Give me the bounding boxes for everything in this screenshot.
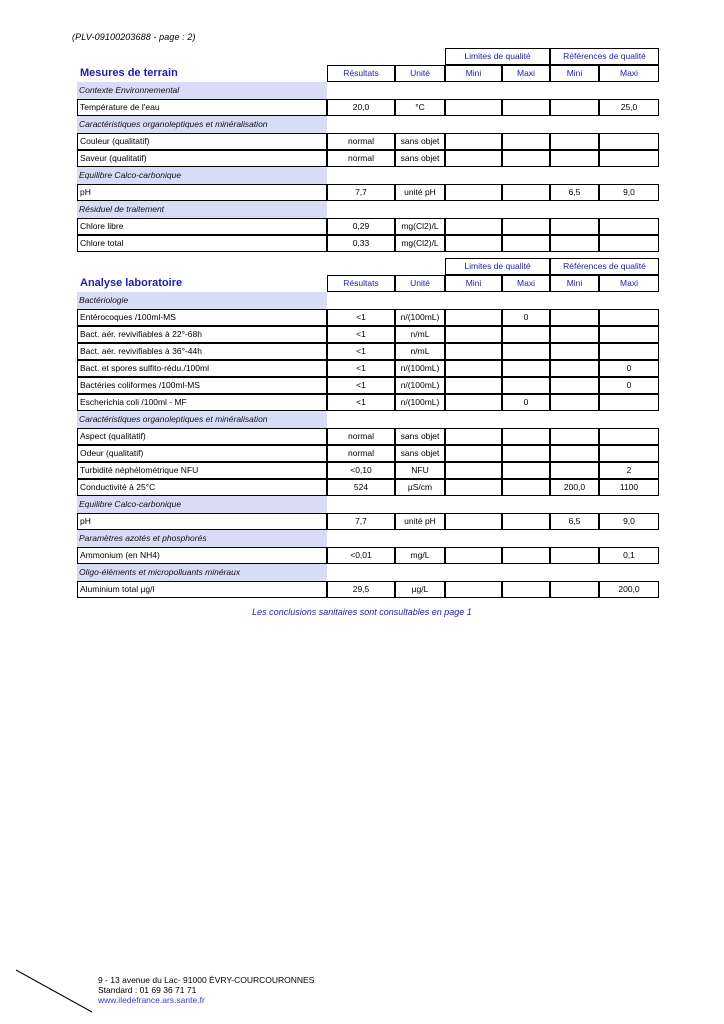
parameter-name: Bactéries coliformes /100ml-MS xyxy=(77,377,327,394)
parameter-name: Couleur (qualitatif) xyxy=(77,133,327,150)
lim-max-value xyxy=(502,377,550,394)
result-value: <1 xyxy=(327,309,395,326)
unit-value: n/(100mL) xyxy=(395,377,445,394)
result-value: normal xyxy=(327,150,395,167)
parameter-name: Chlore libre xyxy=(77,218,327,235)
unit-value: n/mL xyxy=(395,343,445,360)
result-value: <1 xyxy=(327,394,395,411)
ref-max-value xyxy=(599,343,659,360)
footer-address: 9 - 13 avenue du Lac- 91000 ÉVRY-COURCOURONNES xyxy=(98,975,315,985)
unit-value: unité pH xyxy=(395,513,445,530)
result-value: <1 xyxy=(327,343,395,360)
result-value: <0,01 xyxy=(327,547,395,564)
group-heading: Paramètres azotés et phosphorés xyxy=(77,530,327,547)
result-value: <1 xyxy=(327,360,395,377)
ref-max-value xyxy=(599,150,659,167)
unit-value: °C xyxy=(395,99,445,116)
ref-min-value: 200,0 xyxy=(550,479,599,496)
ref-min-value xyxy=(550,428,599,445)
lim-min-value xyxy=(445,150,502,167)
header-limite-mini: Mini xyxy=(445,275,502,292)
group-heading: Equilibre Calco-carbonique xyxy=(77,167,327,184)
lim-max-value xyxy=(502,428,550,445)
lim-min-value xyxy=(445,326,502,343)
lim-max-value xyxy=(502,326,550,343)
lim-max-value xyxy=(502,513,550,530)
parameter-name: pH xyxy=(77,184,327,201)
result-value: 7,7 xyxy=(327,513,395,530)
lim-min-value xyxy=(445,377,502,394)
result-value: 20,0 xyxy=(327,99,395,116)
parameter-name: pH xyxy=(77,513,327,530)
ref-min-value xyxy=(550,235,599,252)
ref-min-value: 6,5 xyxy=(550,513,599,530)
header-limite-maxi: Maxi xyxy=(502,65,550,82)
parameter-name: Odeur (qualitatif) xyxy=(77,445,327,462)
ref-max-value: 25,0 xyxy=(599,99,659,116)
ref-max-value xyxy=(599,445,659,462)
document-reference: (PLV-09100203688 - page : 2) xyxy=(72,32,196,42)
ref-min-value xyxy=(550,150,599,167)
header-reference-mini: Mini xyxy=(550,275,599,292)
ref-min-value xyxy=(550,360,599,377)
section-title: Mesures de terrain xyxy=(80,67,178,79)
unit-value: NFU xyxy=(395,462,445,479)
parameter-name: Ammonium (en NH4) xyxy=(77,547,327,564)
ref-max-value: 200,0 xyxy=(599,581,659,598)
lim-max-value xyxy=(502,581,550,598)
lim-min-value xyxy=(445,581,502,598)
ref-max-value xyxy=(599,133,659,150)
ref-min-value xyxy=(550,445,599,462)
ref-max-value: 0,1 xyxy=(599,547,659,564)
header-limite-maxi: Maxi xyxy=(502,275,550,292)
footer-decoration xyxy=(14,968,94,1014)
lim-min-value xyxy=(445,394,502,411)
unit-value: n/(100mL) xyxy=(395,309,445,326)
ref-max-value: 0 xyxy=(599,377,659,394)
result-value: 7,7 xyxy=(327,184,395,201)
header-unite: Unité xyxy=(395,275,445,292)
parameter-name: Bact. aér. revivifiables à 36°-44h xyxy=(77,343,327,360)
parameter-name: Conductivité à 25°C xyxy=(77,479,327,496)
group-heading: Oligo-éléments et micropolluants minéraux xyxy=(77,564,327,581)
ref-min-value xyxy=(550,343,599,360)
lim-max-value xyxy=(502,150,550,167)
ref-min-value xyxy=(550,133,599,150)
lim-min-value xyxy=(445,479,502,496)
ref-max-value: 1100 xyxy=(599,479,659,496)
lim-min-value xyxy=(445,133,502,150)
result-value: 0,29 xyxy=(327,218,395,235)
ref-max-value: 9,0 xyxy=(599,513,659,530)
unit-value: µg/L xyxy=(395,581,445,598)
section-title: Analyse laboratoire xyxy=(80,277,183,289)
lim-min-value xyxy=(445,309,502,326)
header-resultats: Résultats xyxy=(327,65,395,82)
ref-max-value xyxy=(599,394,659,411)
header-limite-mini: Mini xyxy=(445,65,502,82)
footer-website-link[interactable]: www.iledefrance.ars.sante.fr xyxy=(98,995,205,1005)
group-heading: Contexte Environnemental xyxy=(77,82,327,99)
lim-min-value xyxy=(445,513,502,530)
lim-min-value xyxy=(445,462,502,479)
header-references-qualite: Références de qualité xyxy=(550,258,659,275)
lim-min-value xyxy=(445,547,502,564)
group-heading: Caractéristiques organoleptiques et minéralisation xyxy=(77,116,327,133)
lim-max-value xyxy=(502,133,550,150)
footer xyxy=(98,975,314,1005)
result-value: <1 xyxy=(327,326,395,343)
group-heading: Equilibre Calco-carbonique xyxy=(77,496,327,513)
lim-min-value xyxy=(445,235,502,252)
parameter-name: Aspect (qualitatif) xyxy=(77,428,327,445)
unit-value: n/mL xyxy=(395,326,445,343)
unit-value: sans objet xyxy=(395,445,445,462)
unit-value: n/(100mL) xyxy=(395,394,445,411)
parameter-name: Aluminium total µg/l xyxy=(77,581,327,598)
parameter-name: Saveur (qualitatif) xyxy=(77,150,327,167)
lim-max-value xyxy=(502,343,550,360)
ref-max-value: 9,0 xyxy=(599,184,659,201)
ref-max-value: 0 xyxy=(599,360,659,377)
result-value: normal xyxy=(327,428,395,445)
parameter-name: Escherichia coli /100ml - MF xyxy=(77,394,327,411)
lim-max-value xyxy=(502,235,550,252)
lim-min-value xyxy=(445,360,502,377)
lim-max-value xyxy=(502,360,550,377)
ref-min-value xyxy=(550,547,599,564)
lim-min-value xyxy=(445,343,502,360)
ref-max-value xyxy=(599,218,659,235)
lim-max-value: 0 xyxy=(502,394,550,411)
ref-min-value xyxy=(550,394,599,411)
unit-value: mg/L xyxy=(395,547,445,564)
parameter-name: Turbidité néphélométrique NFU xyxy=(77,462,327,479)
lim-min-value xyxy=(445,428,502,445)
result-value: normal xyxy=(327,445,395,462)
lim-min-value xyxy=(445,218,502,235)
lim-max-value xyxy=(502,99,550,116)
lim-max-value xyxy=(502,218,550,235)
unit-value: n/(100mL) xyxy=(395,360,445,377)
unit-value: mg(Cl2)/L xyxy=(395,218,445,235)
unit-value: sans objet xyxy=(395,150,445,167)
group-heading: Résiduel de traitement xyxy=(77,201,327,218)
parameter-name: Bact. aér. revivifiables à 22°-68h xyxy=(77,326,327,343)
parameter-name: Température de l'eau xyxy=(77,99,327,116)
ref-min-value xyxy=(550,581,599,598)
result-value: 29,5 xyxy=(327,581,395,598)
unit-value: unité pH xyxy=(395,184,445,201)
parameter-name: Bact. et spores sulfito-rédu./100ml xyxy=(77,360,327,377)
ref-min-value xyxy=(550,462,599,479)
ref-min-value xyxy=(550,309,599,326)
lim-max-value xyxy=(502,462,550,479)
header-references-qualite: Références de qualité xyxy=(550,48,659,65)
lim-max-value xyxy=(502,479,550,496)
header-unite: Unité xyxy=(395,65,445,82)
header-reference-mini: Mini xyxy=(550,65,599,82)
lim-max-value xyxy=(502,184,550,201)
header-resultats: Résultats xyxy=(327,275,395,292)
result-value: normal xyxy=(327,133,395,150)
header-reference-maxi: Maxi xyxy=(599,275,659,292)
group-heading: Caractéristiques organoleptiques et minéralisation xyxy=(77,411,327,428)
parameter-name: Chlore total xyxy=(77,235,327,252)
header-limites-qualite: Limites de qualité xyxy=(445,48,550,65)
ref-max-value xyxy=(599,428,659,445)
unit-value: sans objet xyxy=(395,133,445,150)
unit-value: mg(Cl2)/L xyxy=(395,235,445,252)
ref-max-value xyxy=(599,326,659,343)
footer-phone: Standard : 01 69 36 71 71 xyxy=(98,985,197,995)
conclusion-note: Les conclusions sanitaires sont consultables en page 1 xyxy=(252,607,472,617)
result-value: 0,33 xyxy=(327,235,395,252)
ref-max-value xyxy=(599,309,659,326)
group-heading: Bactériologie xyxy=(77,292,327,309)
lim-max-value: 0 xyxy=(502,309,550,326)
lim-max-value xyxy=(502,445,550,462)
header-limites-qualite: Limites de qualité xyxy=(445,258,550,275)
ref-max-value xyxy=(599,235,659,252)
header-reference-maxi: Maxi xyxy=(599,65,659,82)
result-value: <0,10 xyxy=(327,462,395,479)
result-value: 524 xyxy=(327,479,395,496)
parameter-name: Entérocoques /100ml-MS xyxy=(77,309,327,326)
ref-min-value: 6,5 xyxy=(550,184,599,201)
result-value: <1 xyxy=(327,377,395,394)
unit-value: µS/cm xyxy=(395,479,445,496)
unit-value: sans objet xyxy=(395,428,445,445)
ref-min-value xyxy=(550,218,599,235)
ref-min-value xyxy=(550,377,599,394)
ref-min-value xyxy=(550,99,599,116)
ref-min-value xyxy=(550,326,599,343)
lim-min-value xyxy=(445,445,502,462)
lim-max-value xyxy=(502,547,550,564)
lim-min-value xyxy=(445,99,502,116)
lim-min-value xyxy=(445,184,502,201)
ref-max-value: 2 xyxy=(599,462,659,479)
